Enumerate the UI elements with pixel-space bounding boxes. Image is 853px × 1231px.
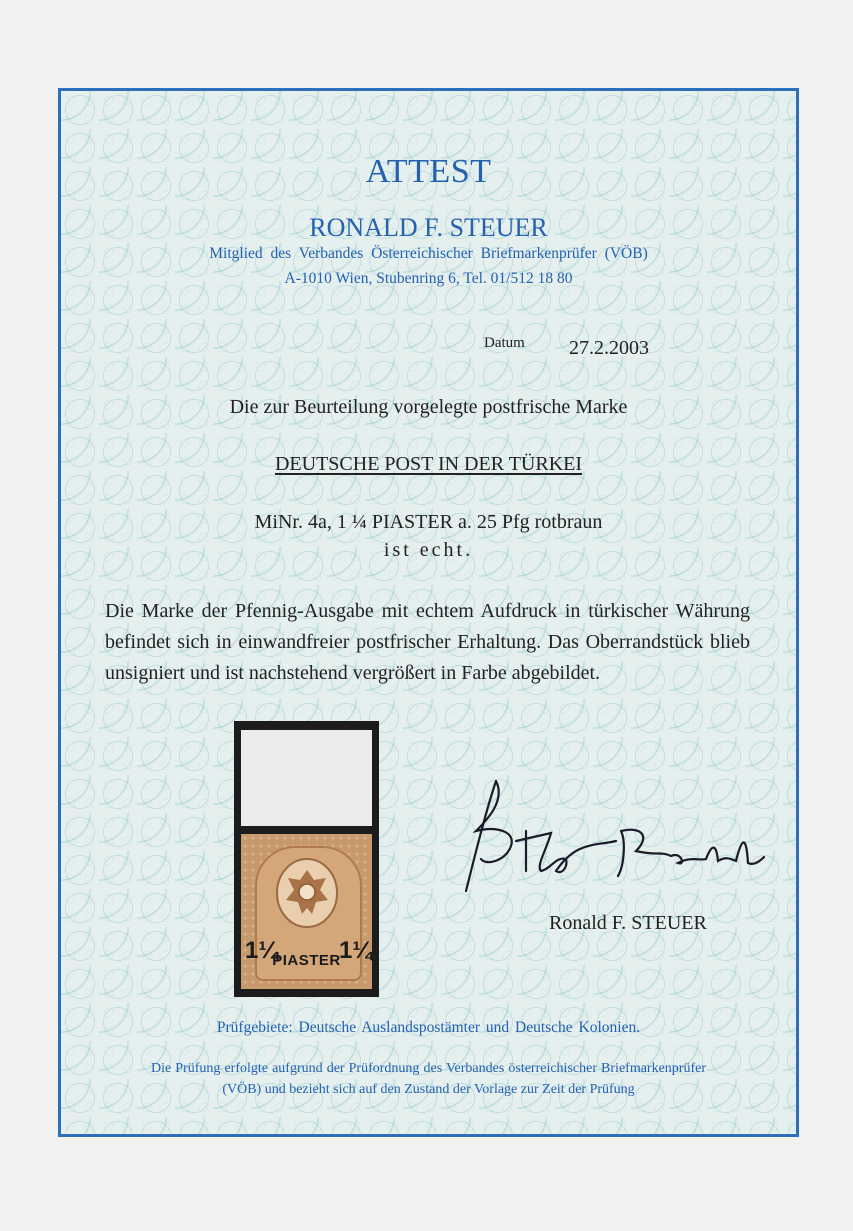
stamp-fraction-right: 1¼: [339, 937, 373, 964]
verdict-text: ist echt.: [383, 539, 474, 561]
condition-paragraph: Die Marke der Pfennig-Ausgabe mit echtem Aufdruck in türkischer Währung befindet sich in einwandfreier postfrischer Erhaltung. Das Oberrandstück blieb unsigniert und ist nachstehend vergrößert in Farbe abgebildet.: [105, 600, 750, 684]
stamp-sheet-margin: [241, 730, 372, 826]
scope-line: Prüfgebiete: Deutsche Auslandspostämter und Deutsche Kolonien.: [216, 1019, 641, 1036]
disclaimer-text: Die Prüfung erfolgte aufgrund der Prüfordnung des Verbandes österreichischer Briefmarkenprüfer (VÖB) und bezieht sich auf den Zustand der Vorlage zur Zeit der Prüfung: [151, 1061, 706, 1097]
address-line: A-1010 Wien, Stubenring 6, Tel. 01/512 18 80: [284, 270, 573, 287]
stamp-description: MiNr. 4a, 1 ¼ PIASTER a. 25 Pfg rotbraun: [254, 511, 603, 533]
intro-text: Die zur Beurteilung vorgelegte postfrische Marke: [229, 396, 628, 418]
certificate-title: ATTEST: [365, 153, 492, 190]
eagle-icon: [266, 852, 348, 934]
date-label: Datum: [484, 335, 525, 351]
stamp-image: [234, 721, 379, 997]
examiner-name: RONALD F. STEUER: [309, 213, 548, 242]
date-value: 27.2.2003: [569, 337, 649, 359]
stamp-face: [241, 834, 372, 989]
country-heading: DEUTSCHE POST IN DER TÜRKEI: [274, 453, 583, 475]
stamp-overprint: PIASTER: [272, 952, 341, 969]
signer-name: Ronald F. STEUER: [549, 912, 707, 934]
signature-image: [456, 771, 766, 901]
certificate-sheet: [58, 88, 799, 1137]
membership-line: Mitglied des Verbandes Österreichischer Briefmarkenprüfer (VÖB): [209, 245, 648, 262]
stamp-fraction-left: 1¼: [245, 937, 279, 964]
